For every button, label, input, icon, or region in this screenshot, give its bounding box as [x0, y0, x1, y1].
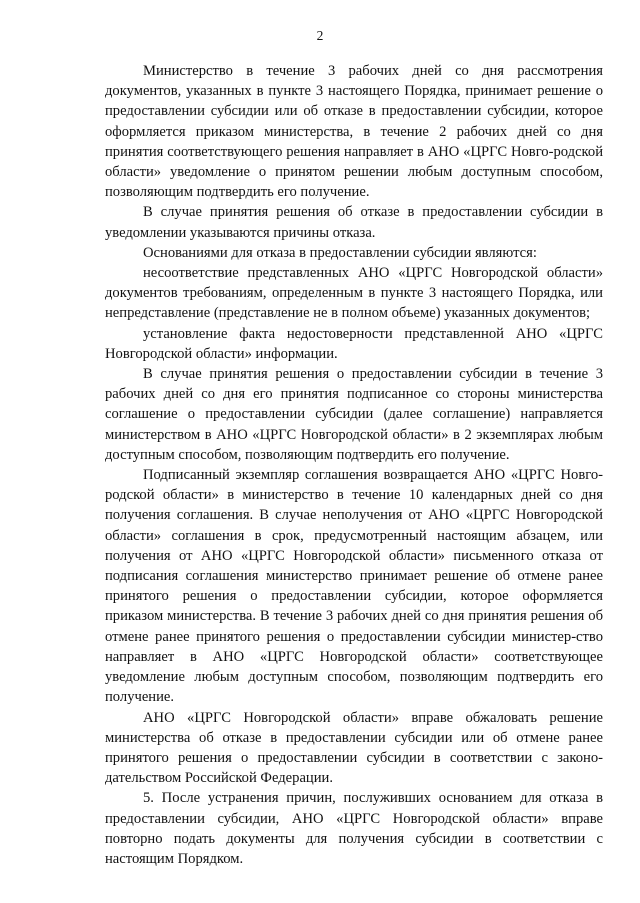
document-body	[105, 61, 603, 869]
paragraph-ground-unreliable-info: установление факта недостоверности представленной АНО «ЦРГС Новгородской области» информации.	[105, 325, 603, 362]
paragraph-resubmission: 5. После устранения причин, послуживших основанием для отказа в предоставлении субсидии, АНО «ЦРГС Новгородской области» вправе повторно подать документы для получения субсидии в соответствии с настоящим Порядком.	[105, 790, 603, 867]
page-number: 2	[316, 28, 324, 43]
paragraph-refusal-notice: В случае принятия решения об отказе в предоставлении субсидии в уведомлении указываются причины отказа.	[105, 204, 603, 241]
paragraph-appeal-right: АНО «ЦРГС Новгородской области» вправе обжаловать решение министерства об отказе в предоставлении субсидии или об отмене ранее принятого решения о предоставлении субсидии в соответствии с законо-дательством Российской Федерации.	[105, 709, 603, 787]
paragraph-decision-timeline: Министерство в течение 3 рабочих дней со дня рассмотрения документов, указанных в пункте 3 настоящего Порядка, принимает решение о предоставлении субсидии или об отказе в предоставлении субсидии, которое оформляется приказом министерства, в течение 2 рабочих дней со дня принятия соответствующего решения направляет в АНО «ЦРГС Новго-родской области» уведомление о принятом решении любым доступным способом, позволяющим подтвердить его получение.	[105, 63, 603, 201]
paragraph-agreement-sending: В случае принятия решения о предоставлении субсидии в течение 3 рабочих дней со дня его принятия подписанное со стороны министерства соглашение о предоставлении субсидии (далее соглашение) направляется министерством в АНО «ЦРГС Новгородской области» в 2 экземплярах любым доступным способом, позволяющим подтвердить его получение.	[105, 366, 603, 463]
paragraph-ground-nonconformity: несоответствие представленных АНО «ЦРГС Новгородской области» документов требованиям, определенным в пункте 3 настоящего Порядка, или непредставление (представление не в полном объеме) указанных документов;	[105, 265, 603, 322]
paragraph-agreement-return: Подписанный экземпляр соглашения возвращается АНО «ЦРГС Новго-родской области» в министерство в течение 10 календарных дней со дня получения соглашения. В случае неполучения от АНО «ЦРГС Новгородской области» соглашения в срок, предусмотренный настоящим абзацем, или получения от АНО «ЦРГС Новгородской области» письменного отказа от подписания соглашения министерство принимает решение об отмене ранее принятого решения о предоставлении субсидии, которое оформляется приказом министерства. В течение 3 рабочих дней со дня принятия решения об отмене ранее принятого решения о предоставлении субсидии министер-ство направляет в АНО «ЦРГС Новгородской области» соответствующее уведомление любым доступным способом, позволяющим подтвердить его получение.	[105, 467, 603, 706]
paragraph-refusal-grounds-intro: Основаниями для отказа в предоставлении субсидии являются:	[143, 244, 537, 261]
